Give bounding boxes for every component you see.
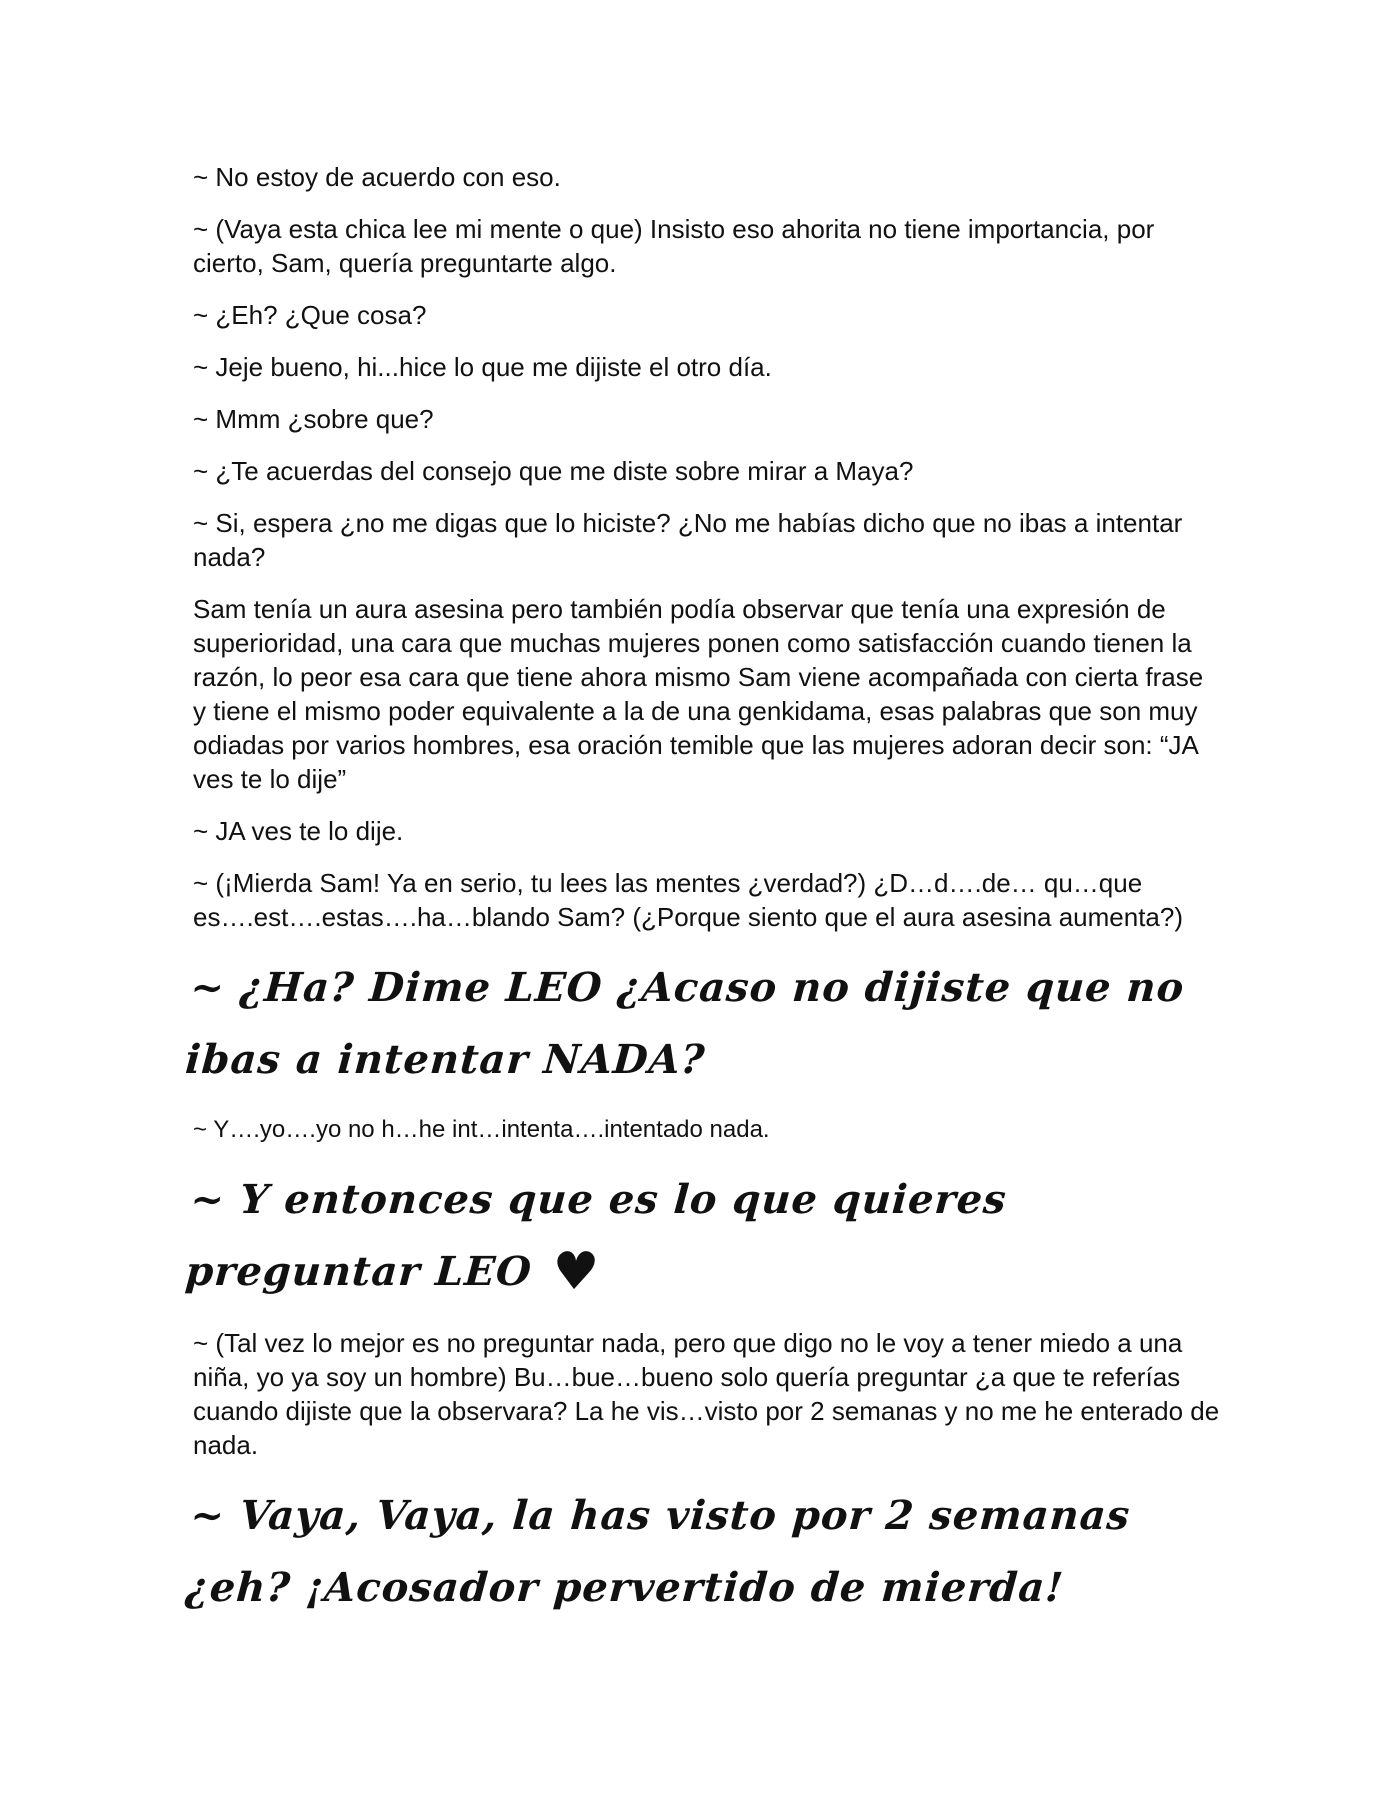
dialogue-line: ~ Si, espera ¿no me digas que lo hiciste? ¿No me habías dicho que no ibas a intentar nada? — [193, 508, 1183, 572]
dialogue-line: ~ (¡Mierda Sam! Ya en serio, tu lees las mentes ¿verdad?) ¿D…d….de… qu…que es….est….estas….ha…blando Sam? (¿Porque siento que el aura asesina aumenta?) — [193, 868, 1183, 932]
shouted-dialogue — [183, 1164, 1223, 1308]
dialogue-line: ~ No estoy de acuerdo con eso. — [193, 162, 561, 192]
shouted-dialogue: ~ Vaya, Vaya, la has visto por 2 semanas ¿eh? ¡Acosador pervertido de mierda! — [183, 1492, 1132, 1611]
dialogue-line: ~ Jeje bueno, hi...hice lo que me dijiste el otro día. — [193, 352, 772, 382]
shouted-dialogue: ~ ¿Ha? Dime LEO ¿Acaso no dijiste que no ibas a intentar NADA? — [183, 964, 1187, 1083]
dialogue-line: ~ JA ves te lo dije. — [193, 816, 404, 846]
stuttered-dialogue: ~ Y….yo….yo no h…he int…intenta….intentado nada. — [193, 1116, 770, 1143]
page-content — [183, 160, 1223, 1642]
dialogue-line: ~ (Vaya esta chica lee mi mente o que) Insisto eso ahorita no tiene importancia, por cierto, Sam, quería preguntarte algo. — [193, 214, 1155, 278]
dialogue-line: ~ ¿Te acuerdas del consejo que me diste sobre mirar a Maya? — [193, 456, 914, 486]
dialogue-line: ~ ¿Eh? ¿Que cosa? — [193, 300, 427, 330]
dialogue-line: ~ (Tal vez lo mejor es no preguntar nada, pero que digo no le voy a tener miedo a una niña, yo ya soy un hombre) Bu…bue…bueno solo quería preguntar ¿a que te referías cuando dijiste que la observara? La he vis…visto por 2 semanas y no me he enterado de nada. — [193, 1328, 1220, 1460]
shouted-dialogue-text: ~ Y entonces que es lo que quieres preguntar LEO — [183, 1176, 1009, 1295]
narration-paragraph: Sam tenía un aura asesina pero también podía observar que tenía una expresión de superioridad, una cara que muchas mujeres ponen como satisfacción cuando tienen la razón, lo peor esa cara que tiene ahora mismo Sam viene acompañada con cierta frase y tiene el mismo poder equivalente a la de una genkidama, esas palabras que son muy odiadas por varios hombres, esa oración temible que las mujeres adoran decir son: “JA ves te lo dije” — [193, 594, 1204, 794]
dialogue-line: ~ Mmm ¿sobre que? — [193, 404, 434, 434]
heart-icon: ♥ — [549, 1241, 602, 1302]
